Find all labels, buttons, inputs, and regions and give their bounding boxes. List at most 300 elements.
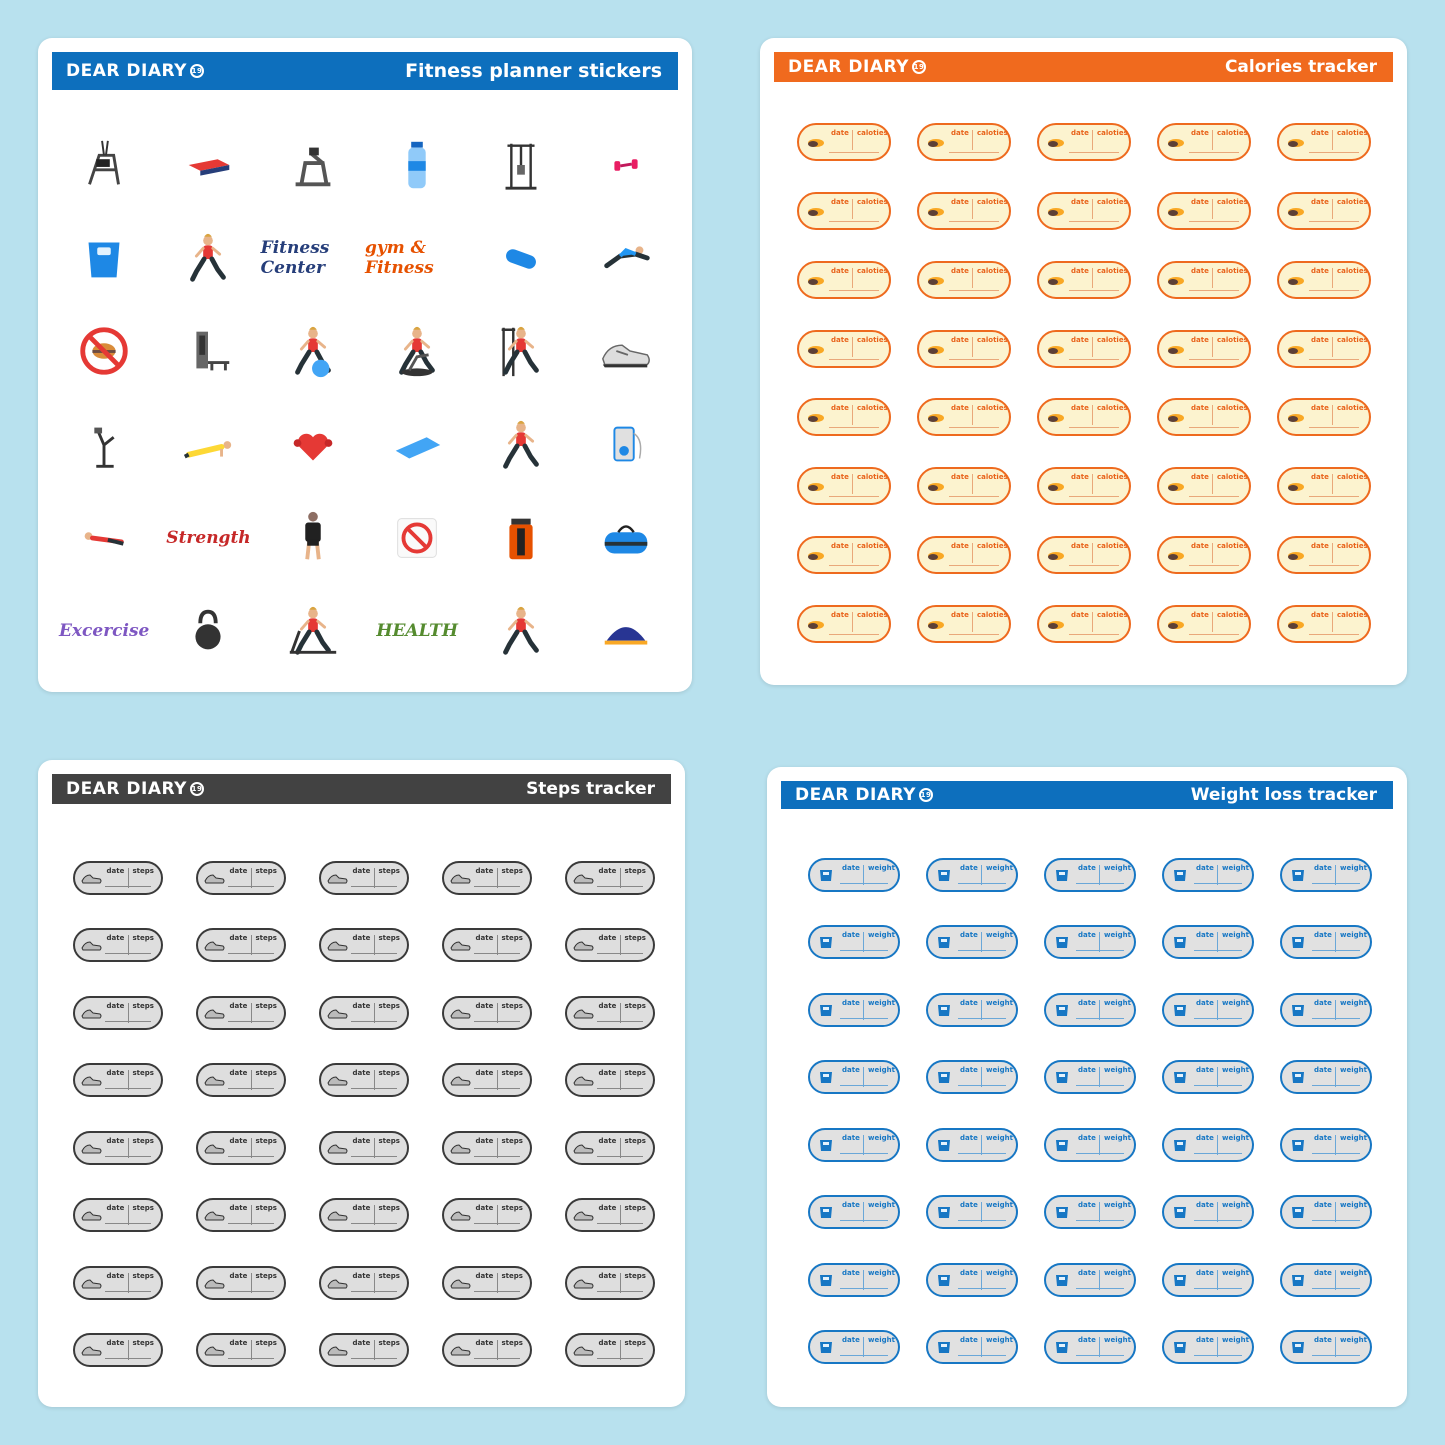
sticker-cell: [469, 585, 573, 678]
scale-icon: [1051, 868, 1073, 882]
date-label: date: [1191, 129, 1209, 138]
date-label: date: [1191, 198, 1209, 207]
lunge-woman-icon: [179, 229, 237, 287]
steps-tracker-sticker: [196, 1063, 286, 1097]
divider: [1332, 543, 1333, 563]
food-icon: [924, 617, 946, 631]
date-label: date: [951, 404, 969, 413]
write-line: [1069, 359, 1119, 360]
tracker-cell: [1264, 452, 1384, 521]
date-label: date: [842, 1336, 860, 1345]
tracker-cell: [1144, 452, 1264, 521]
divider: [1332, 337, 1333, 357]
write-line: [1312, 1085, 1360, 1086]
steps-tracker-sticker: [73, 996, 163, 1030]
write-line: [351, 953, 397, 954]
date-label: date: [1071, 266, 1089, 275]
tracker-cell: [795, 1179, 913, 1247]
sticker-cell: [365, 118, 469, 211]
divider: [1212, 337, 1213, 357]
weight-tracker-sticker: [1162, 1128, 1254, 1162]
sticker-cell: [469, 118, 573, 211]
food-icon: [1164, 410, 1186, 424]
value-label: caloties: [1217, 198, 1248, 207]
date-label: date: [1196, 931, 1214, 940]
tracker-cell: [548, 844, 671, 912]
divider: [1212, 199, 1213, 219]
divider: [128, 1205, 129, 1225]
kettlebell-icon: [179, 602, 237, 660]
date-label: date: [1071, 541, 1089, 550]
date-label: date: [598, 934, 617, 943]
date-label: date: [1311, 266, 1329, 275]
date-label: date: [475, 934, 494, 943]
date-label: date: [842, 998, 860, 1007]
divider: [863, 865, 864, 885]
tracker-cell: [548, 1317, 671, 1385]
date-label: date: [1191, 541, 1209, 550]
tracker-cell: [548, 1182, 671, 1250]
write-line: [958, 883, 1006, 884]
weight-tracker-sticker: [808, 1263, 900, 1297]
scale-icon: [75, 229, 133, 287]
calories-tracker-sticker: [917, 536, 1011, 574]
write-line: [597, 1021, 643, 1022]
tracker-cell: [56, 979, 179, 1047]
tracker-cell: [1267, 1111, 1385, 1179]
divider: [1335, 1067, 1336, 1087]
sticker-cell: [261, 118, 365, 211]
tracker-cell: [302, 844, 425, 912]
divider: [1332, 199, 1333, 219]
write-line: [1309, 290, 1359, 291]
calories-tracker-sticker: [1277, 605, 1371, 643]
food-icon: [804, 135, 826, 149]
date-label: date: [1314, 1336, 1332, 1345]
value-label: caloties: [1097, 198, 1128, 207]
weight-tracker-sticker: [926, 1195, 1018, 1229]
value-label: caloties: [1217, 610, 1248, 619]
date-label: date: [352, 934, 371, 943]
stationary-bike-icon: [75, 416, 133, 474]
calories-tracker-sticker: [797, 605, 891, 643]
write-line: [597, 1223, 643, 1224]
sneaker-icon: [449, 1141, 471, 1155]
scale-icon: [1169, 1070, 1191, 1084]
date-label: date: [1311, 335, 1329, 344]
write-line: [1076, 1018, 1124, 1019]
tracker-cell: [56, 1047, 179, 1115]
value-label: steps: [501, 1136, 523, 1145]
value-label: steps: [378, 1339, 400, 1348]
divider: [374, 1205, 375, 1225]
value-label: caloties: [857, 404, 888, 413]
weight-tracker-sticker: [1162, 1263, 1254, 1297]
divider: [1217, 932, 1218, 952]
scale-icon: [933, 1340, 955, 1354]
date-label: date: [842, 863, 860, 872]
brand-logo: [795, 785, 933, 805]
tracker-cell: [56, 912, 179, 980]
divider: [972, 337, 973, 357]
weight-tracker-sticker: [1280, 925, 1372, 959]
tracker-cell: [1024, 246, 1144, 315]
value-label: weight: [986, 1133, 1013, 1142]
sneaker-icon: [572, 1141, 594, 1155]
date-label: date: [1314, 1066, 1332, 1075]
value-label: caloties: [1097, 541, 1128, 550]
lunge-man-icon: [492, 416, 550, 474]
write-line: [351, 1088, 397, 1089]
date-label: date: [1191, 335, 1209, 344]
tracker-cell: [904, 177, 1024, 246]
divider: [1212, 268, 1213, 288]
weight-tracker-sticker: [808, 858, 900, 892]
tracker-cell: [425, 979, 548, 1047]
scale-icon: [1169, 1273, 1191, 1287]
food-icon: [1164, 135, 1186, 149]
calories-tracker-sticker: [797, 398, 891, 436]
divider: [251, 868, 252, 888]
write-line: [1312, 1220, 1360, 1221]
value-label: caloties: [977, 129, 1008, 138]
write-line: [474, 1021, 520, 1022]
value-label: steps: [132, 1271, 154, 1280]
steps-tracker-sticker: [196, 861, 286, 895]
food-icon: [1164, 204, 1186, 218]
divider: [972, 543, 973, 563]
sticker-cell: [52, 585, 156, 678]
sneaker-icon: [326, 1276, 348, 1290]
sticker-cell: [261, 211, 365, 304]
tracker-cell: [795, 1246, 913, 1314]
write-line: [474, 1088, 520, 1089]
date-label: date: [960, 998, 978, 1007]
dumbbell-icon: [597, 136, 655, 194]
tracker-cell: [784, 589, 904, 658]
write-line: [105, 1358, 151, 1359]
value-label: weight: [1104, 1133, 1131, 1142]
divider: [1335, 1337, 1336, 1357]
sticker-cell: [574, 398, 678, 491]
write-line: [1189, 290, 1239, 291]
date-label: date: [598, 1001, 617, 1010]
write-line: [1194, 950, 1242, 951]
weight-tracker-sticker: [1162, 993, 1254, 1027]
pull-up-rack-icon: [492, 136, 550, 194]
date-label: date: [598, 1069, 617, 1078]
calories-tracker-sticker: [1277, 398, 1371, 436]
food-icon: [1284, 410, 1306, 424]
food-icon: [1044, 273, 1066, 287]
tracker-cell: [784, 521, 904, 590]
write-line: [474, 953, 520, 954]
write-line: [351, 886, 397, 887]
write-line: [105, 1156, 151, 1157]
divider: [374, 1070, 375, 1090]
value-label: steps: [378, 1271, 400, 1280]
tracker-cell: [795, 1314, 913, 1382]
write-line: [474, 1358, 520, 1359]
tracker-cell: [302, 912, 425, 980]
calories-tracker-sticker: [917, 330, 1011, 368]
divider: [1092, 543, 1093, 563]
divider: [981, 1202, 982, 1222]
calories-tracker-sticker: [1157, 536, 1251, 574]
sprinter-man-icon: [597, 229, 655, 287]
divider: [1099, 1000, 1100, 1020]
tracker-cell: [56, 1317, 179, 1385]
date-label: date: [475, 1271, 494, 1280]
date-label: date: [1071, 335, 1089, 344]
scale-icon: [933, 1205, 955, 1219]
tracker-cell: [1144, 108, 1264, 177]
write-line: [474, 1291, 520, 1292]
write-line: [1189, 359, 1239, 360]
tracker-cell: [1149, 1314, 1267, 1382]
pushup-woman-icon: [179, 416, 237, 474]
value-label: weight: [868, 931, 895, 940]
tracker-cell: [1267, 976, 1385, 1044]
value-label: weight: [868, 1268, 895, 1277]
tracker-cell: [1264, 246, 1384, 315]
divider: [620, 1340, 621, 1360]
write-line: [105, 953, 151, 954]
sneaker-icon: [572, 938, 594, 952]
tracker-cell: [913, 976, 1031, 1044]
scale-icon: [1287, 868, 1309, 882]
value-label: caloties: [1217, 541, 1248, 550]
food-icon: [1284, 273, 1306, 287]
divider: [1212, 405, 1213, 425]
steps-tracker-sticker: [565, 996, 655, 1030]
food-icon: [924, 273, 946, 287]
value-label: steps: [132, 1339, 154, 1348]
tracker-cell: [548, 1249, 671, 1317]
value-label: weight: [1222, 1268, 1249, 1277]
divider: [1092, 474, 1093, 494]
tracker-cell: [56, 1249, 179, 1317]
divider: [863, 1135, 864, 1155]
foam-roller-icon: [492, 229, 550, 287]
sneaker-icon: [572, 1343, 594, 1357]
food-icon: [1284, 548, 1306, 562]
tracker-cell: [548, 1114, 671, 1182]
weight-tracker-sticker: [1044, 858, 1136, 892]
brand-logo: [788, 57, 926, 77]
value-label: caloties: [857, 129, 888, 138]
date-label: date: [106, 1339, 125, 1348]
scale-icon: [1169, 935, 1191, 949]
value-label: steps: [132, 1069, 154, 1078]
value-label: caloties: [1097, 266, 1128, 275]
write-line: [1194, 1085, 1242, 1086]
write-line: [597, 1156, 643, 1157]
write-line: [1309, 565, 1359, 566]
sneaker-icon: [203, 1073, 225, 1087]
brand-badge: 19: [190, 782, 204, 796]
food-icon: [804, 204, 826, 218]
divider: [852, 612, 853, 632]
value-label: steps: [624, 1136, 646, 1145]
no-junk-food-icon: [75, 322, 133, 380]
divider: [1092, 130, 1093, 150]
value-label: caloties: [857, 610, 888, 619]
sticker-cell: [365, 211, 469, 304]
divider: [374, 1138, 375, 1158]
calories-tracker-sticker: [1277, 536, 1371, 574]
value-label: steps: [255, 1204, 277, 1213]
steps-tracker-sticker: [565, 1131, 655, 1165]
music-player-icon: [597, 416, 655, 474]
date-label: date: [831, 404, 849, 413]
date-label: date: [106, 1069, 125, 1078]
divider: [1217, 1000, 1218, 1020]
write-line: [351, 1021, 397, 1022]
date-label: date: [1078, 1133, 1096, 1142]
write-line: [1312, 1355, 1360, 1356]
write-line: [1189, 565, 1239, 566]
calories-tracker-sticker: [1157, 123, 1251, 161]
divider: [1335, 1000, 1336, 1020]
date-label: date: [960, 1201, 978, 1210]
value-label: caloties: [977, 266, 1008, 275]
tracker-cell: [1267, 841, 1385, 909]
scale-icon: [1051, 1070, 1073, 1084]
tracker-cell: [1024, 383, 1144, 452]
divider: [1217, 1135, 1218, 1155]
weight-tracker-grid: [795, 841, 1385, 1381]
protein-jar-icon: [492, 509, 550, 567]
steps-tracker-grid: [56, 844, 671, 1384]
value-label: caloties: [1337, 335, 1368, 344]
sneaker-icon: [326, 1208, 348, 1222]
weight-tracker-sticker: [926, 1060, 1018, 1094]
divider: [374, 868, 375, 888]
value-label: weight: [1104, 1201, 1131, 1210]
steps-tracker-sticker: [73, 861, 163, 895]
write-line: [1076, 1288, 1124, 1289]
calories-tracker-sticker: [1157, 330, 1251, 368]
date-label: date: [951, 335, 969, 344]
divider: [1099, 865, 1100, 885]
calories-tracker-sticker: [1037, 330, 1131, 368]
food-icon: [1164, 479, 1186, 493]
tracker-cell: [1024, 452, 1144, 521]
gym-bag-icon: [597, 509, 655, 567]
tracker-cell: [179, 979, 302, 1047]
food-icon: [924, 548, 946, 562]
steps-tracker-sticker: [319, 996, 409, 1030]
sneaker-icon: [203, 1276, 225, 1290]
cable-machine-icon: [75, 136, 133, 194]
value-label: caloties: [1337, 473, 1368, 482]
sticker-cell: [156, 305, 260, 398]
date-label: date: [831, 335, 849, 344]
date-label: date: [598, 1339, 617, 1348]
tracker-cell: [1149, 1246, 1267, 1314]
write-line: [1194, 1018, 1242, 1019]
value-label: caloties: [1337, 129, 1368, 138]
sneaker-icon: [449, 1276, 471, 1290]
date-label: date: [960, 1336, 978, 1345]
tracker-cell: [302, 1249, 425, 1317]
date-label: date: [598, 1136, 617, 1145]
value-label: caloties: [1097, 129, 1128, 138]
write-line: [1069, 427, 1119, 428]
food-icon: [804, 342, 826, 356]
write-line: [1069, 290, 1119, 291]
scale-icon: [815, 1003, 837, 1017]
scale-icon: [1287, 1003, 1309, 1017]
write-line: [949, 221, 999, 222]
squat-woman-icon: [492, 602, 550, 660]
divider: [497, 868, 498, 888]
fitball-woman-icon: [284, 322, 342, 380]
divider: [1092, 405, 1093, 425]
value-label: caloties: [1337, 198, 1368, 207]
write-line: [1076, 1220, 1124, 1221]
steps-tracker-sticker: [565, 1333, 655, 1367]
weight-tracker-sticker: [1280, 1128, 1372, 1162]
calories-tracker-sticker: [917, 261, 1011, 299]
write-line: [228, 1021, 274, 1022]
calories-tracker-sticker: [1157, 605, 1251, 643]
write-line: [1069, 152, 1119, 153]
tracker-cell: [795, 1044, 913, 1112]
value-label: steps: [255, 1339, 277, 1348]
tracker-cell: [784, 177, 904, 246]
tracker-cell: [302, 979, 425, 1047]
sneaker-icon: [326, 1073, 348, 1087]
divider: [1092, 612, 1093, 632]
write-line: [1076, 883, 1124, 884]
divider: [863, 1270, 864, 1290]
sneaker-icon: [203, 1208, 225, 1222]
scale-icon: [815, 868, 837, 882]
date-label: date: [598, 1204, 617, 1213]
divider: [1335, 1202, 1336, 1222]
write-line: [1194, 883, 1242, 884]
sneaker-icon: [449, 871, 471, 885]
value-label: weight: [1104, 931, 1131, 940]
write-line: [1309, 152, 1359, 153]
cable-station-icon: [179, 322, 237, 380]
tracker-cell: [1144, 177, 1264, 246]
write-line: [829, 290, 879, 291]
date-label: date: [229, 934, 248, 943]
value-label: caloties: [977, 335, 1008, 344]
write-line: [105, 1223, 151, 1224]
date-label: date: [106, 1136, 125, 1145]
food-icon: [1284, 204, 1306, 218]
tracker-cell: [1144, 589, 1264, 658]
write-line: [1309, 221, 1359, 222]
food-icon: [1044, 204, 1066, 218]
calories-tracker-sticker: [1157, 398, 1251, 436]
write-line: [228, 1088, 274, 1089]
value-label: steps: [501, 866, 523, 875]
divider: [1332, 474, 1333, 494]
weight-tracker-sticker: [1162, 858, 1254, 892]
calories-tracker-sticker: [917, 467, 1011, 505]
value-label: steps: [624, 1204, 646, 1213]
divider: [981, 1135, 982, 1155]
value-label: caloties: [857, 266, 888, 275]
brand-name: DEAR DIARY: [788, 57, 909, 77]
food-icon: [804, 548, 826, 562]
value-label: steps: [501, 1069, 523, 1078]
